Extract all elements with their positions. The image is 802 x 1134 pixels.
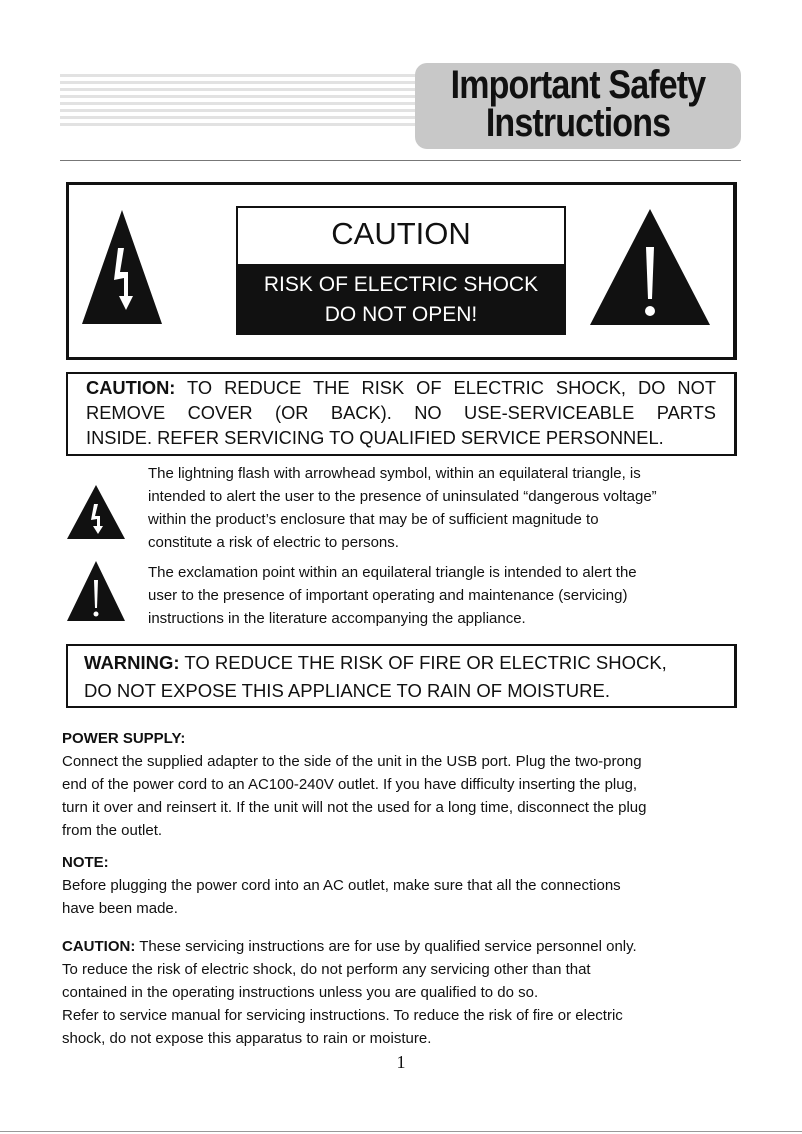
warning-line-2: DO NOT EXPOSE THIS APPLIANCE TO RAIN OF MOISTURE. bbox=[84, 680, 610, 701]
text-line: within the product’s enclosure that may be of sufficient magnitude to bbox=[148, 511, 599, 528]
divider bbox=[60, 160, 741, 161]
text-line: Before plugging the power cord into an AC outlet, make sure that all the connections bbox=[62, 877, 621, 894]
text-line: user to the presence of important operating and maintenance (servicing) bbox=[148, 587, 628, 604]
text-line: intended to alert the user to the presence of uninsulated “dangerous voltage” bbox=[148, 488, 657, 505]
text-line: turn it over and reinsert it. If the unit will not the used for a long time, disconnect the plug bbox=[62, 799, 647, 816]
caution-line-2: REMOVE COVER (OR BACK). NO USE-SERVICEABLE PARTS bbox=[86, 402, 716, 423]
text-line: from the outlet. bbox=[62, 822, 163, 839]
caution-line-1: TO REDUCE THE RISK OF ELECTRIC SHOCK, DO NOT bbox=[187, 377, 717, 398]
text-line: Connect the supplied adapter to the side of the unit in the USB port. Plug the two-prong bbox=[62, 753, 642, 770]
warning-line-1: TO REDUCE THE RISK OF FIRE OR ELECTRIC SHOCK, bbox=[184, 652, 667, 673]
text-line: constitute a risk of electric to persons. bbox=[148, 534, 399, 551]
note-heading: NOTE: bbox=[62, 854, 109, 871]
text-line: shock, do not expose this apparatus to rain or moisture. bbox=[62, 1030, 432, 1047]
title-line-2: Instructions bbox=[485, 101, 671, 145]
text-line: The lightning flash with arrowhead symbol, within an equilateral triangle, is bbox=[148, 465, 641, 482]
caution-heading: CAUTION: bbox=[62, 938, 136, 955]
text-line: To reduce the risk of electric shock, do not perform any servicing other than that bbox=[62, 961, 591, 978]
lightning-description bbox=[148, 462, 748, 554]
text-line: have been made. bbox=[62, 900, 178, 917]
note-section bbox=[62, 851, 752, 920]
page-number: 1 bbox=[396, 1052, 406, 1072]
caution-section bbox=[62, 935, 752, 1050]
exclamation-triangle-icon bbox=[588, 207, 712, 327]
lightning-triangle-icon bbox=[80, 208, 164, 328]
title-line-1: Important Safety bbox=[450, 63, 706, 107]
exclamation-description bbox=[148, 561, 748, 630]
text-line: These servicing instructions are for use by qualified service personnel only. bbox=[135, 938, 637, 955]
text-line: end of the power cord to an AC100-240V outlet. If you have difficulty inserting the plug, bbox=[62, 776, 638, 793]
power-supply-section bbox=[62, 727, 752, 842]
caution-line-3: INSIDE. REFER SERVICING TO QUALIFIED SERVICE PERSONNEL. bbox=[86, 427, 664, 448]
sign-line-1: RISK OF ELECTRIC SHOCK bbox=[263, 273, 539, 296]
page-bottom-edge bbox=[0, 1131, 802, 1132]
caution-sign-body bbox=[236, 264, 566, 335]
warning-label: WARNING: bbox=[84, 652, 180, 673]
text-line: contained in the operating instructions unless you are qualified to do so. bbox=[62, 984, 539, 1001]
lightning-symbol-icon bbox=[66, 484, 126, 540]
caution-notice-box bbox=[66, 372, 737, 456]
text-line: The exclamation point within an equilateral triangle is intended to alert the bbox=[148, 564, 637, 581]
header-stripes bbox=[60, 74, 420, 126]
text-line: instructions in the literature accompanying the appliance. bbox=[148, 610, 526, 627]
sign-line-2: DO NOT OPEN! bbox=[324, 303, 478, 326]
caution-label: CAUTION: bbox=[86, 377, 176, 398]
warning-box bbox=[66, 644, 737, 708]
page-title bbox=[439, 63, 716, 145]
power-supply-heading: POWER SUPPLY: bbox=[62, 730, 186, 747]
text-line: Refer to service manual for servicing instructions. To reduce the risk of fire or electric bbox=[62, 1007, 623, 1024]
exclamation-symbol-icon bbox=[66, 560, 126, 622]
caution-sign-title: CAUTION bbox=[331, 216, 471, 251]
